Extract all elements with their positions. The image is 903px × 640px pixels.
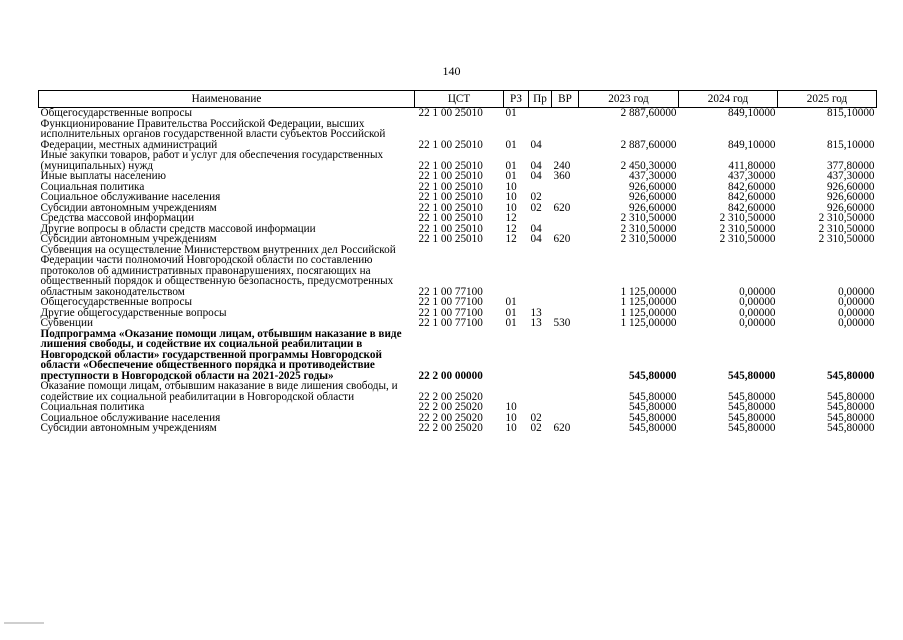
- cell-name: Иные выплаты населению: [40, 170, 166, 182]
- table-row: [39, 329, 877, 382]
- cell-pr: [529, 329, 552, 382]
- cell-vr: [552, 381, 579, 402]
- cell-name: Оказание помощи лицам, отбывшим наказание в виде лишения свободы, и содействие их социальной реабилитации в Новгородской области: [40, 380, 398, 403]
- cell-name: Общегосударственные вопросы: [40, 107, 193, 119]
- cell-rz: 10: [505, 201, 517, 214]
- cell-name: Субсидии автономным учреждениям: [40, 201, 217, 214]
- cell-cst: 22 1 00 25010: [418, 180, 483, 193]
- table-row: [39, 381, 877, 402]
- cell-pr: [529, 381, 552, 402]
- cell-vr: [552, 119, 579, 151]
- cell-2025: 0,00000: [838, 306, 875, 319]
- cell-name: Субвенция на осуществление Министерством внутренних дел Российской Федерации части полномочий Новгородской области по составлению протоколов об административных правонарушениях, посягающих на общественный порядок и общественную безопасность, предусмотренных областным законодательством: [40, 243, 396, 298]
- scan-mark: [4, 622, 44, 624]
- cell-vr: 530: [553, 317, 571, 329]
- cell-2025: 2 310,50000: [818, 222, 875, 235]
- cell-2023: 545,80000: [628, 422, 677, 434]
- cell-2024: 0,00000: [739, 306, 776, 319]
- cell-rz: 12: [505, 212, 517, 224]
- cell-rz: 01: [505, 317, 517, 329]
- cell-2025: 545,80000: [826, 390, 875, 403]
- cell-rz: 01: [505, 296, 517, 308]
- table-row: [39, 423, 877, 434]
- cell-2024: 545,80000: [727, 411, 776, 424]
- cell-pr: 13: [530, 306, 542, 319]
- cell-pr: 02: [530, 411, 542, 424]
- cell-name: Средства массовой информации: [40, 212, 195, 224]
- table-row: [39, 119, 877, 151]
- cell-pr: [529, 213, 552, 224]
- cell-name: Общегосударственные вопросы: [40, 296, 193, 308]
- cell-vr: [552, 213, 579, 224]
- cell-2023: 545,80000: [628, 401, 677, 413]
- cell-vr: 620: [553, 422, 571, 434]
- cell-cst: 22 2 00 25020: [418, 401, 483, 413]
- cell-name: Субсидии автономным учреждениям: [40, 233, 217, 245]
- cell-2024: 2 310,50000: [719, 222, 776, 235]
- cell-name: Подпрограмма «Оказание помощи лицам, отбывшим наказание в виде лишения свободы, и содействие их социальной реабилитации в Новгородской области» государственной программы Новгородской области «Обеспечение общественного порядка и противодействие преступности в Новгородской области на 2021-2025 годы»: [40, 327, 402, 382]
- cell-vr: 360: [553, 170, 571, 182]
- cell-pr: [529, 402, 552, 413]
- cell-pr: [529, 297, 552, 308]
- cell-rz: [504, 245, 529, 298]
- cell-rz: 01: [505, 170, 517, 182]
- cell-2024: 842,60000: [727, 191, 776, 203]
- cell-name: Иные закупки товаров, работ и услуг для обеспечения государственных (муниципальных) нужд: [40, 149, 384, 172]
- column-header-2025: 2025 год: [778, 91, 877, 108]
- column-header-vr: ВР: [552, 91, 579, 108]
- cell-2024: 849,10000: [727, 107, 776, 119]
- cell-rz: 10: [505, 401, 517, 413]
- cell-2024: 545,80000: [727, 422, 776, 434]
- cell-pr: 13: [530, 317, 542, 329]
- cell-name: Другие вопросы в области средств массовой информации: [40, 222, 316, 235]
- cell-2024: 842,60000: [727, 201, 776, 214]
- cell-rz: [504, 381, 529, 402]
- cell-vr: [552, 329, 579, 382]
- cell-pr: 04: [530, 222, 542, 235]
- table-row: [39, 192, 877, 203]
- table-row: [39, 402, 877, 413]
- cell-2023: 437,30000: [628, 170, 677, 182]
- cell-rz: 01: [505, 306, 517, 319]
- cell-cst: 22 2 00 25020: [418, 422, 483, 434]
- cell-vr: [552, 297, 579, 308]
- cell-pr: 02: [530, 422, 542, 434]
- cell-cst: 22 1 00 25010: [418, 222, 483, 235]
- cell-cst: 22 1 00 25010: [418, 191, 483, 203]
- cell-cst: 22 2 00 25020: [418, 390, 483, 403]
- cell-cst: 22 1 00 77100: [418, 285, 483, 298]
- cell-2025: 545,80000: [826, 369, 875, 382]
- cell-vr: 620: [553, 201, 571, 214]
- cell-2024: 2 310,50000: [719, 212, 776, 224]
- table-row: [39, 213, 877, 224]
- cell-2023: 1 125,00000: [620, 306, 677, 319]
- cell-rz: 10: [505, 422, 517, 434]
- cell-vr: [552, 402, 579, 413]
- cell-2024: 545,80000: [727, 390, 776, 403]
- cell-cst: 22 1 00 25010: [418, 170, 483, 182]
- column-header-2023: 2023 год: [579, 91, 679, 108]
- cell-2023: 1 125,00000: [620, 285, 677, 298]
- cell-2025: 545,80000: [826, 422, 875, 434]
- table-header-row: [39, 91, 877, 108]
- cell-rz: [504, 329, 529, 382]
- cell-2025: 437,30000: [826, 170, 875, 182]
- cell-2023: 2 887,60000: [620, 107, 677, 119]
- cell-2025: 926,60000: [826, 191, 875, 203]
- cell-rz: 10: [505, 411, 517, 424]
- cell-2025: 815,10000: [826, 138, 875, 151]
- cell-pr: [529, 108, 552, 119]
- cell-2023: 545,80000: [628, 411, 677, 424]
- cell-cst: 22 1 00 25010: [418, 233, 483, 245]
- cell-2024: 545,80000: [727, 369, 776, 382]
- cell-pr: 02: [530, 191, 542, 203]
- cell-2024: 0,00000: [739, 296, 776, 308]
- cell-cst: 22 1 00 25010: [418, 212, 483, 224]
- cell-name: Функционирование Правительства Российской Федерации, высших исполнительных органов государственной власти субъектов Российской Федерации, местных администраций: [40, 117, 386, 151]
- cell-2025: 2 310,50000: [818, 233, 875, 245]
- cell-name: Субвенции: [40, 317, 93, 329]
- cell-rz: 01: [505, 107, 517, 119]
- cell-vr: 240: [553, 159, 571, 172]
- cell-pr: [529, 245, 552, 298]
- cell-2025: 0,00000: [838, 296, 875, 308]
- cell-2023: 1 125,00000: [620, 296, 677, 308]
- cell-cst: 22 1 00 25010: [418, 138, 483, 151]
- cell-2025: 815,10000: [826, 107, 875, 119]
- cell-name: Социальное обслуживание населения: [40, 191, 221, 203]
- cell-cst: 22 1 00 77100: [418, 306, 483, 319]
- cell-cst: 22 1 00 25010: [418, 201, 483, 214]
- cell-name: Другие общегосударственные вопросы: [40, 306, 227, 319]
- cell-2025: 377,80000: [826, 159, 875, 172]
- cell-cst: 22 1 00 25010: [418, 107, 483, 119]
- cell-2024: 0,00000: [739, 317, 776, 329]
- cell-cst: 22 1 00 77100: [418, 317, 483, 329]
- cell-cst: 22 1 00 25010: [418, 159, 483, 172]
- cell-2023: 2 450,30000: [620, 159, 677, 172]
- cell-vr: [552, 192, 579, 203]
- column-header-name: Наименование: [39, 91, 415, 108]
- cell-2023: 926,60000: [628, 180, 677, 193]
- cell-cst: 22 1 00 77100: [418, 296, 483, 308]
- column-header-cst: ЦСТ: [415, 91, 504, 108]
- cell-2024: 0,00000: [739, 285, 776, 298]
- cell-pr: 02: [530, 201, 542, 214]
- cell-pr: 04: [530, 159, 542, 172]
- cell-pr: 04: [530, 233, 542, 245]
- table-row: [39, 297, 877, 308]
- cell-2023: 1 125,00000: [620, 317, 677, 329]
- table-row: [39, 108, 877, 119]
- table-row: [39, 318, 877, 329]
- cell-2023: 2 887,60000: [620, 138, 677, 151]
- table-row: [39, 150, 877, 171]
- cell-cst: 22 2 00 25020: [418, 411, 483, 424]
- cell-2025: 0,00000: [838, 317, 875, 329]
- cell-2023: 2 310,50000: [620, 233, 677, 245]
- cell-2023: 545,80000: [628, 369, 677, 382]
- cell-2024: 849,10000: [727, 138, 776, 151]
- cell-2024: 2 310,50000: [719, 233, 776, 245]
- cell-name: Субсидии автономным учреждениям: [40, 422, 217, 434]
- cell-2023: 2 310,50000: [620, 212, 677, 224]
- cell-rz: 01: [505, 159, 517, 172]
- cell-cst: 22 2 00 00000: [418, 369, 483, 382]
- cell-name: Социальная политика: [40, 180, 145, 193]
- cell-2025: 545,80000: [826, 411, 875, 424]
- cell-2024: 437,30000: [727, 170, 776, 182]
- cell-2024: 411,80000: [728, 159, 776, 172]
- cell-2024: 842,60000: [727, 180, 776, 193]
- cell-2025: 2 310,50000: [818, 212, 875, 224]
- cell-rz: 12: [505, 222, 517, 235]
- cell-2025: 545,80000: [826, 401, 875, 413]
- cell-2025: 0,00000: [838, 285, 875, 298]
- column-header-2024: 2024 год: [679, 91, 778, 108]
- cell-vr: [552, 245, 579, 298]
- cell-pr: 04: [530, 170, 542, 182]
- column-header-pr: Пр: [529, 91, 552, 108]
- cell-rz: 12: [505, 233, 517, 245]
- cell-2023: 2 310,50000: [620, 222, 677, 235]
- cell-vr: [552, 108, 579, 119]
- cell-2023: 545,80000: [628, 390, 677, 403]
- cell-rz: 10: [505, 180, 517, 193]
- cell-2024: 545,80000: [727, 401, 776, 413]
- cell-rz: 10: [505, 191, 517, 203]
- budget-table: [38, 90, 877, 434]
- cell-2025: 926,60000: [826, 180, 875, 193]
- cell-vr: [552, 182, 579, 193]
- cell-vr: 620: [553, 233, 571, 245]
- table-row: [39, 245, 877, 298]
- cell-name: Социальная политика: [40, 401, 145, 413]
- page-number: 140: [442, 64, 461, 78]
- table-body: [39, 108, 877, 434]
- cell-2025: 926,60000: [826, 201, 875, 214]
- table-row: [39, 234, 877, 245]
- cell-2023: 926,60000: [628, 201, 677, 214]
- cell-2023: 926,60000: [628, 191, 677, 203]
- cell-name: Социальное обслуживание населения: [40, 411, 221, 424]
- cell-rz: 01: [505, 138, 517, 151]
- column-header-rz: РЗ: [504, 91, 529, 108]
- cell-pr: 04: [530, 138, 542, 151]
- table-row: [39, 171, 877, 182]
